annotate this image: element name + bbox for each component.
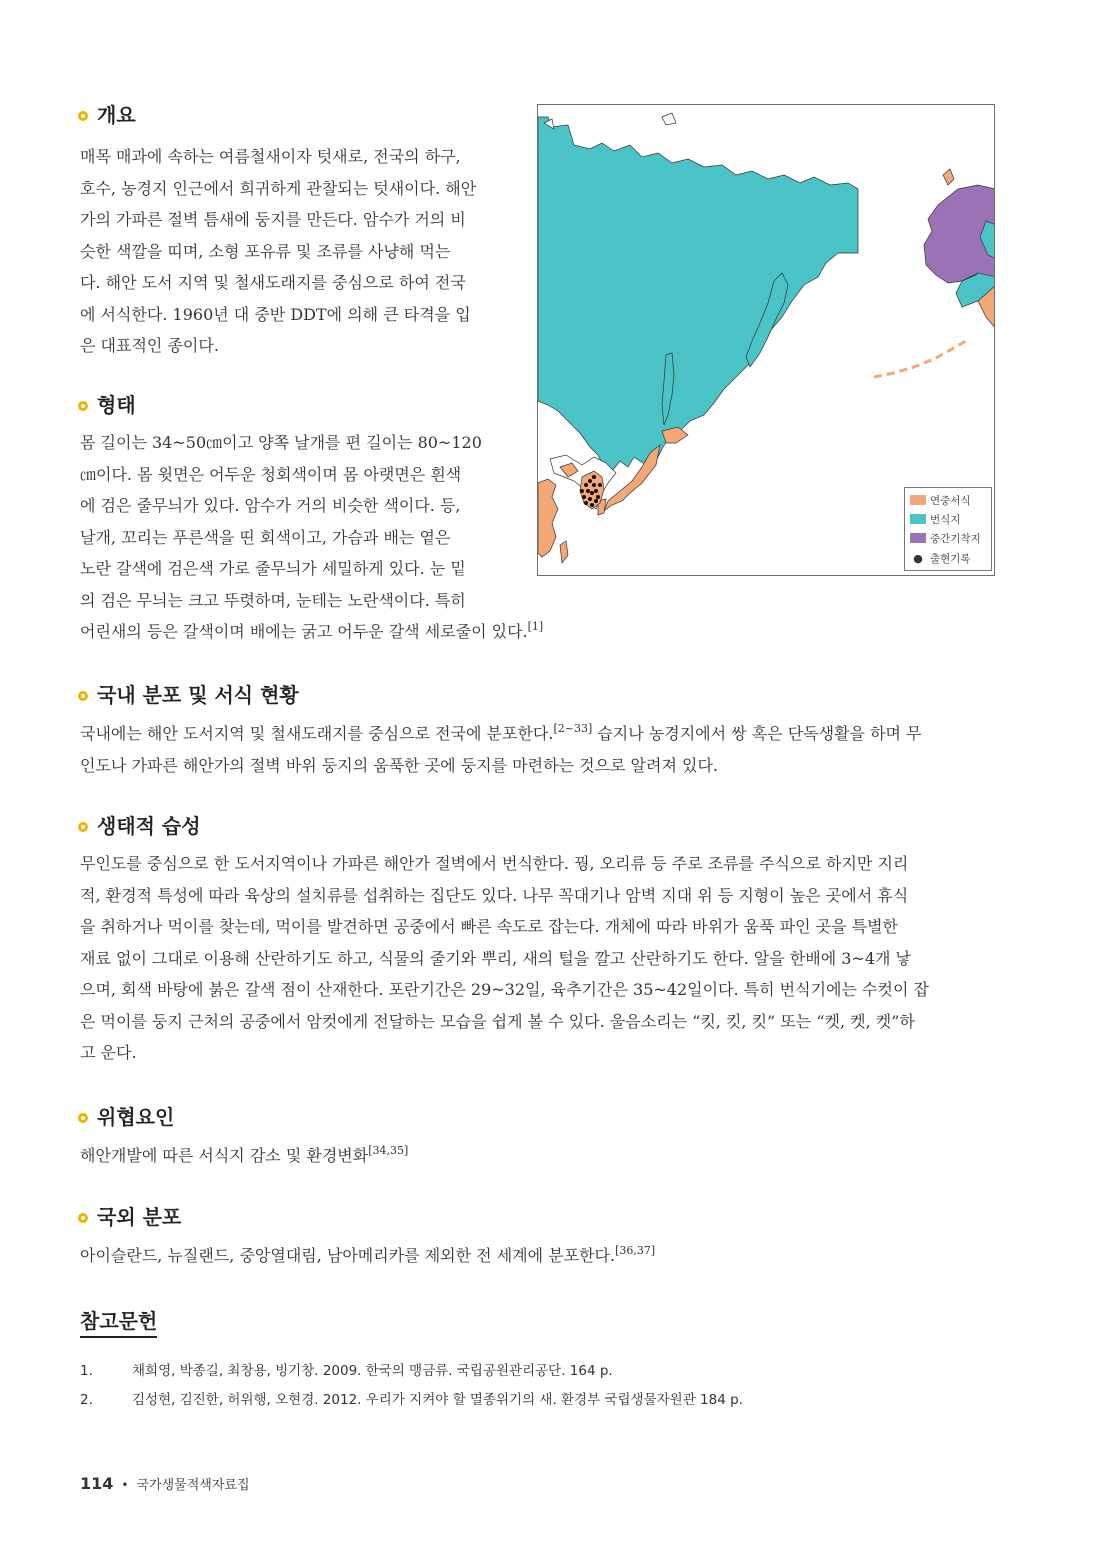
- map-region-yearround-alaska-coast: [943, 169, 954, 185]
- text-line: 은 먹이를 둥지 근처의 공중에서 암컷에게 전달하는 모습을 쉽게 볼 수 있다. 울음소리는 “킷, 킷, 킷” 또는 “켓, 켓, 켓”하: [80, 1011, 915, 1031]
- section-bullet-icon: [78, 1213, 88, 1223]
- text-line: 적, 환경적 특성에 따라 육상의 설치류를 섭취하는 집단도 있다. 나무 꼭대기나 암벽 지대 위 등 지형이 높은 곳에서 휴식: [80, 885, 909, 905]
- text-line: 에 검은 줄무늬가 있다. 암수가 거의 비슷한 색이다. 등,: [80, 496, 461, 515]
- text-line: 노란 갈색에 검은색 가로 줄무늬가 세밀하게 있다. 눈 밑: [80, 559, 466, 578]
- map-region-yearround-aleutians: [874, 341, 966, 377]
- references-heading: 참고문헌: [80, 1305, 157, 1338]
- map-region-breeding-siberia: [538, 117, 858, 471]
- text-line: 의 검은 무늬는 크고 뚜렷하며, 눈테는 노란색이다. 특히: [80, 590, 466, 610]
- map-legend: [904, 487, 992, 571]
- page-number: 114: [80, 1474, 114, 1493]
- legend-swatch: [910, 533, 926, 543]
- section-title-threats: 위협요인: [78, 1103, 174, 1131]
- section-title-domestic: 국내 분포 및 서식 현황: [78, 681, 299, 709]
- text-line: 에 서식한다. 1960년 대 중반 DDT에 의해 큰 타격을 입: [80, 304, 471, 324]
- legend-item-occurrence: ● 출현기록: [910, 549, 986, 568]
- text-line: 매목 매과에 속하는 여름철새이자 텃새로, 전국의 하구,: [80, 147, 461, 166]
- section-bullet-icon: [78, 691, 88, 701]
- book-title: 국가생물적색자료집: [136, 1478, 250, 1493]
- reference-number: 1.: [80, 1363, 93, 1379]
- text-line: 재료 없이 그대로 이용해 산란하기도 하고, 식물의 줄기와 뿌리, 새의 털을 깔고 산란하기도 한다. 알을 한배에 3~4개 낳: [80, 948, 912, 968]
- section-title-overview: 개요: [78, 101, 136, 129]
- reference-number: 2.: [80, 1392, 93, 1408]
- text-line: 가의 가파른 절벽 틈새에 둥지를 만든다. 암수가 거의 비: [80, 210, 466, 229]
- section-bullet-icon: [78, 111, 88, 121]
- reference-text: 김성현, 김진한, 허위행, 오현경. 2012. 우리가 지켜야 할 멸종위기의 새. 환경부 국립생물자원관 184 p.: [132, 1392, 743, 1408]
- distribution-map: [537, 104, 995, 576]
- section-title-overseas: 국외 분포: [78, 1203, 181, 1231]
- citation: [36,37]: [615, 1244, 656, 1257]
- text-line: 무인도를 중심으로 한 도서지역이나 가파른 해안가 절벽에서 번식한다. 꿩, 오리류 등 주로 조류를 주식으로 하지만 지리: [80, 854, 909, 873]
- legend-item-stopover: 중간기착지: [910, 530, 986, 549]
- section-title-ecology: 생태적 습성: [78, 812, 201, 840]
- overview-paragraph: [80, 141, 510, 362]
- footer-separator: •: [121, 1478, 129, 1492]
- section-title-morphology: 형태: [78, 391, 136, 419]
- threats-paragraph: [80, 1140, 998, 1172]
- section-bullet-icon: [78, 1113, 88, 1123]
- citation: [2~33]: [553, 722, 593, 735]
- text-line: 날개, 꼬리는 푸른색을 띤 회색이고, 가슴과 배는 옅은: [80, 527, 451, 547]
- ecology-paragraph: [80, 848, 998, 1069]
- legend-item-breeding: 번식지: [910, 511, 986, 530]
- citation: [1]: [527, 620, 544, 633]
- text-line: 으며, 회색 바탕에 붉은 갈색 점이 산재한다. 포란기간은 29~32일, 육추기간은 35~42일이다. 특히 번식기에는 수컷이 잡: [80, 980, 929, 999]
- domestic-paragraph: [80, 718, 998, 781]
- map-region-yearround-taiwan: [560, 541, 568, 563]
- morphology-paragraph: [80, 427, 544, 648]
- map-region-yearround-china: [538, 479, 558, 557]
- reference-text: 채희영, 박종길, 최창용, 빙기창. 2009. 한국의 맹금류. 국립공원관리공단. 164 p.: [132, 1363, 613, 1379]
- text-line: 은 대표적인 종이다.: [80, 336, 219, 355]
- map-land-island: [662, 113, 676, 125]
- legend-swatch: [910, 514, 926, 524]
- section-bullet-icon: [78, 822, 88, 832]
- text-line: 호수, 농경지 인근에서 희귀하게 관찰되는 텃새이다. 해안: [80, 178, 477, 198]
- text-line: 슷한 색깔을 띠며, 소형 포유류 및 조류를 사냥해 먹는: [80, 241, 451, 261]
- text-line: 을 취하거나 먹이를 찾는데, 먹이를 발견하면 공중에서 빠른 속도로 잡는다. 개체에 따라 바위가 움푹 파인 곳을 특별한: [80, 917, 898, 936]
- legend-swatch: [910, 495, 926, 505]
- text-line: ㎝이다. 몸 윗면은 어두운 청회색이며 몸 아랫면은 흰색: [80, 464, 462, 484]
- section-bullet-icon: [78, 401, 88, 411]
- text-line: 몸 길이는 34~50㎝이고 양쪽 날개를 편 길이는 80~120: [80, 433, 482, 452]
- text-line: 고 운다.: [80, 1043, 137, 1062]
- citation: [34,35]: [368, 1144, 409, 1157]
- reference-item: [80, 1388, 1000, 1408]
- reference-item: [80, 1359, 1000, 1379]
- text-line: 아이슬란드, 뉴질랜드, 중앙열대림, 남아메리카를 제외한 전 세계에 분포한다.[36,37]: [80, 1244, 656, 1265]
- text-line: 어린새의 등은 갈색이며 배에는 굵고 어두운 갈색 세로줄이 있다.[1]: [80, 620, 544, 641]
- overseas-paragraph: [80, 1240, 998, 1272]
- text-line: 해안개발에 따른 서식지 감소 및 환경변화[34,35]: [80, 1144, 409, 1165]
- dot-icon: ●: [913, 552, 923, 565]
- text-line: 인도나 가파른 해안가의 절벽 바위 둥지의 움푹한 곳에 둥지를 마련하는 것으로 알려져 있다.: [80, 755, 718, 775]
- legend-item-yearround: 연중서식: [910, 492, 986, 511]
- page-footer: [80, 1474, 250, 1493]
- text-line: 다. 해안 도서 지역 및 철새도래지를 중심으로 하여 전국: [80, 273, 466, 292]
- text-line: 국내에는 해안 도서지역 및 철새도래지를 중심으로 전국에 분포한다.[2~33] 습지나 농경지에서 쌍 혹은 단독생활을 하며 무: [80, 722, 922, 743]
